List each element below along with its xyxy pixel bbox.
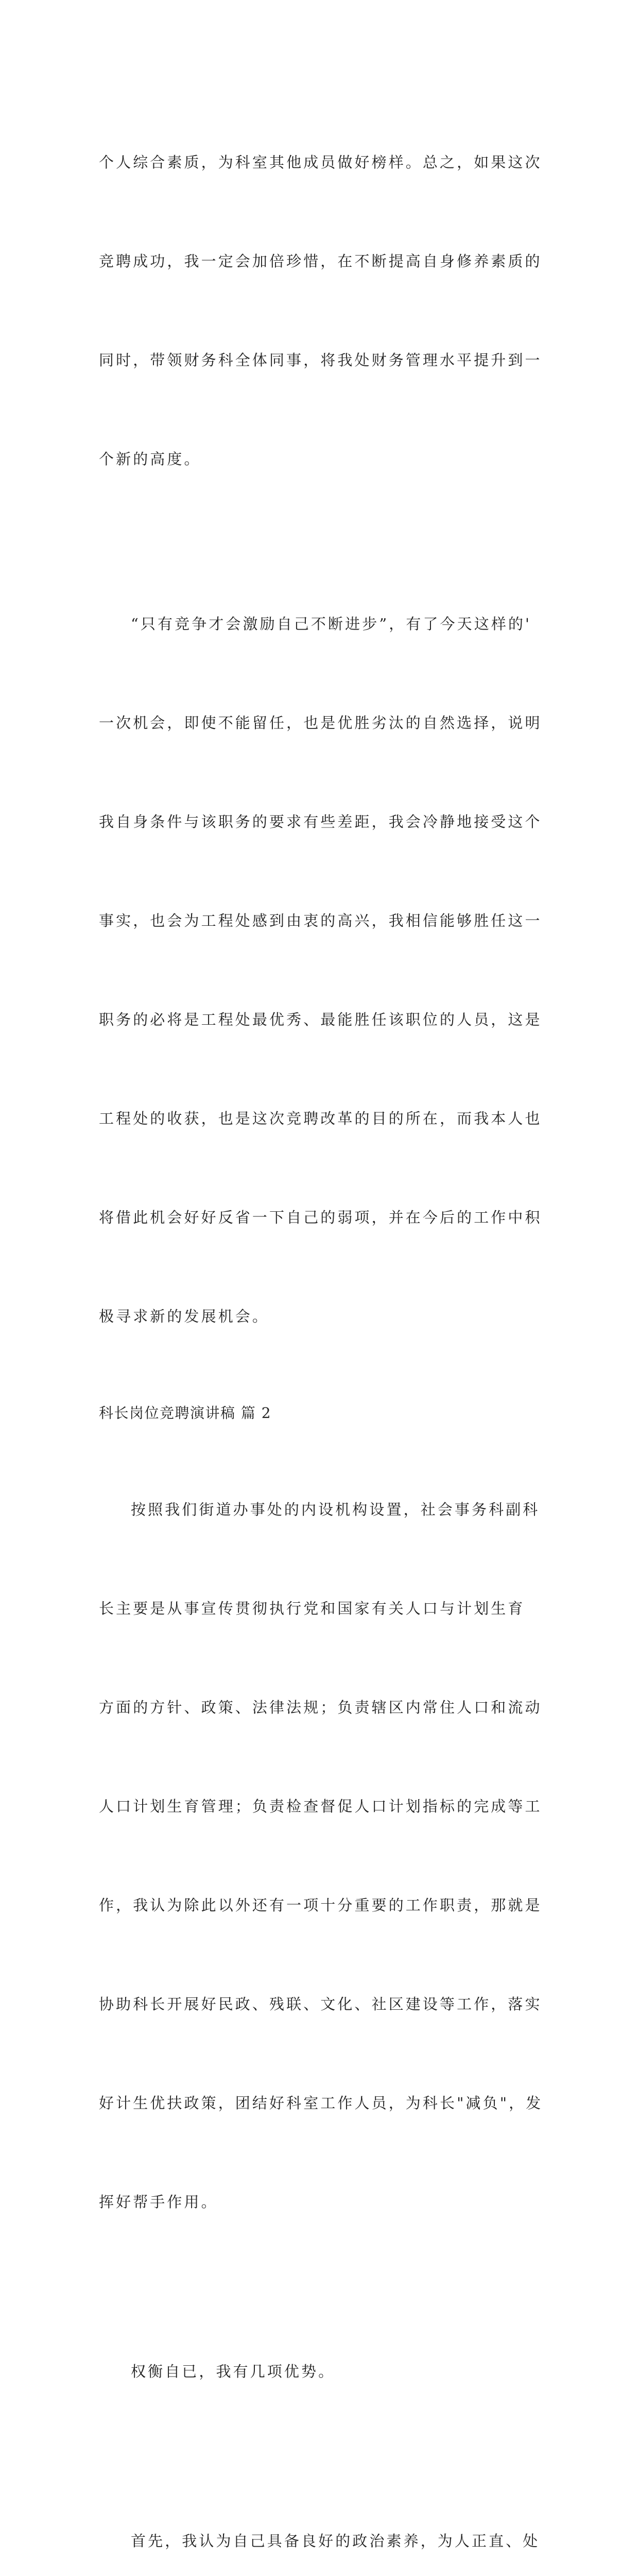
section-heading: 科长岗位竞聘演讲稿 篇 2 — [99, 1404, 272, 1421]
text-line: 挥好帮手作用。 — [99, 2193, 218, 2211]
paragraph-2 — [99, 541, 543, 1399]
text-line: 将借此机会好好反省一下自己的弱项，并在今后的工作中积 — [99, 1209, 542, 1226]
paragraph-4 — [99, 2289, 543, 2454]
text-line: 人口计划生育管理；负责检查督促人口计划指标的完成等工 — [99, 1798, 542, 1815]
text-line: 一次机会，即使不能留任，也是优胜劣汰的自然选择，说明 — [99, 714, 542, 732]
document-page — [99, 80, 543, 2576]
text-line: 职务的必将是工程处最优秀、最能胜任该职位的人员，这是 — [99, 1011, 542, 1028]
text-line: 我自身条件与该职务的要求有些差距，我会冷静地接受这个 — [99, 813, 542, 831]
text-line: 个人综合素质，为科室其他成员做好榜样。总之，如果这次 — [99, 154, 542, 171]
text-line: 极寻求新的发展机会。 — [99, 1308, 270, 1325]
text-line: 作，我认为除此以外还有一项十分重要的工作职责，那就是 — [99, 1896, 542, 1914]
text-line: 长主要是从事宣传贯彻执行党和国家有关人口与计划生育 — [99, 1600, 525, 1617]
paragraph-5 — [99, 2459, 543, 2576]
text-line: 竞聘成功，我一定会加倍珍惜，在不断提高自身修养素质的 — [99, 252, 542, 270]
text-line: 同时，带领财务科全体同事，将我处财务管理水平提升到一 — [99, 351, 542, 369]
text-line: “只有竞争才会激励自己不断进步”，有了今天这样的' — [131, 615, 532, 633]
text-line: 方面的方针、政策、法律法规；负责辖区内常住人口和流动 — [99, 1699, 542, 1716]
text-line: 协助科长开展好民政、残联、文化、社区建设等工作，落实 — [99, 1995, 542, 2013]
text-line: 按照我们街道办事处的内设机构设置，社会事务科副科 — [131, 1501, 540, 1518]
text-line: 首先，我认为自己具备良好的政治素养，为人正直、处 — [131, 2532, 540, 2550]
paragraph-1 — [99, 80, 543, 541]
text-line: 工程处的收获，也是这次竞聘改革的目的所在，而我本人也 — [99, 1110, 542, 1127]
text-line: 个新的高度。 — [99, 450, 201, 468]
paragraph-gap — [99, 2454, 543, 2459]
text-line: 好计生优扶政策，团结好科室工作人员，为科长"减负"，发 — [99, 2094, 543, 2112]
paragraph-3 — [99, 1427, 543, 2284]
text-line: 事实，也会为工程处感到由衷的高兴，我相信能够胜任这一 — [99, 912, 542, 929]
text-line: 权衡自已，我有几项优势。 — [131, 2363, 336, 2380]
paragraph-gap — [99, 2284, 543, 2289]
